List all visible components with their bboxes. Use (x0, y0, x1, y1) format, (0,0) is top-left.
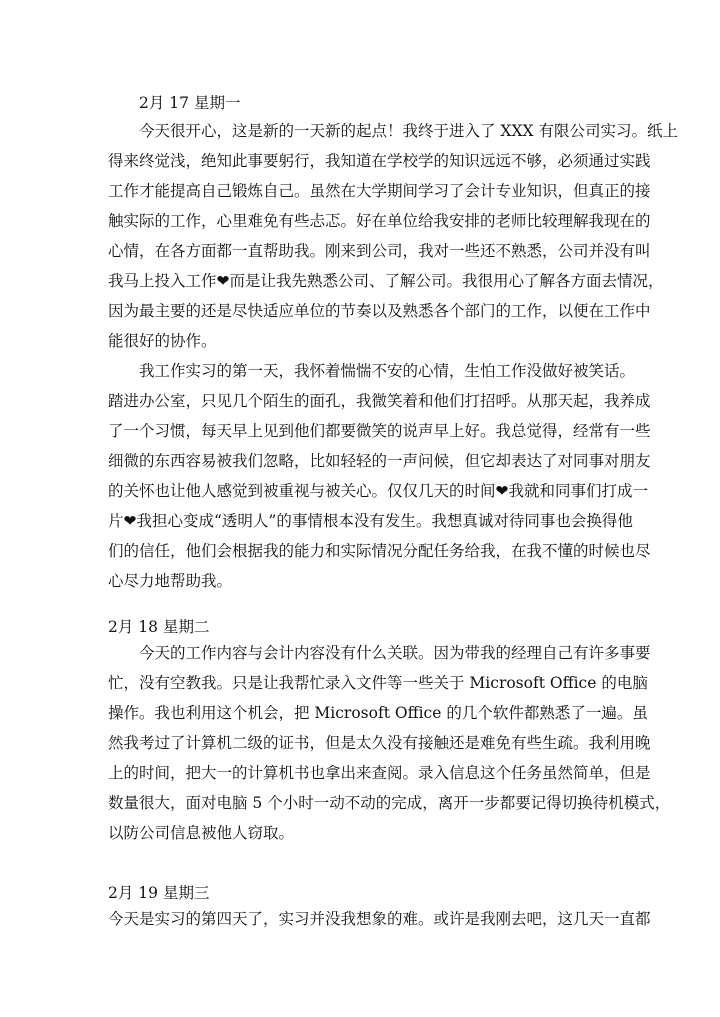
paragraph-line: 操作。我也利用这个机会，把 Microsoft Office 的几个软件都熟悉了一遍。虽 (108, 704, 648, 722)
paragraph-line: 然我考过了计算机二级的证书，但是太久没有接触还是难免有些生疏。我利用晚 (108, 734, 651, 752)
paragraph-line: 今天的工作内容与会计内容没有什么关联。因为带我的经理自己有许多事要 (139, 644, 651, 662)
paragraph-line: 因为最主要的还是尽快适应单位的节奏以及熟悉各个部门的工作，以便在工作中 (108, 302, 651, 320)
paragraph-line: 今天很开心，这是新的一天新的起点！我终于进入了 XXX 有限公司实习。纸上 (139, 122, 678, 140)
paragraph-line: 细微的东西容易被我们忽略，比如轻轻的一声问候，但它却表达了对同事对朋友 (108, 452, 651, 470)
paragraph-line: 得来终觉浅，绝知此事要躬行，我知道在学校学的知识远远不够，必须通过实践 (108, 152, 651, 170)
paragraph-line: 以防公司信息被他人窃取。 (108, 824, 295, 842)
paragraph-line: 我马上投入工作❤而是让我先熟悉公司、了解公司。我很用心了解各方面去情况， (108, 272, 664, 290)
paragraph-line: 忙，没有空教我。只是让我帮忙录入文件等一些关于 Microsoft Office 的电脑 (108, 674, 648, 692)
paragraph-line: 的关怀也让他人感觉到被重视与被关心。仅仅几天的时间❤我就和同事们打成一 (108, 482, 648, 500)
paragraph-line: 了一个习惯，每天早上见到他们都要微笑的说声早上好。我总觉得，经常有一些 (108, 422, 651, 440)
entry-heading: 2月 18 星期二 (108, 618, 210, 636)
entry-heading: 2月 19 星期三 (108, 884, 210, 902)
paragraph-line: 今天是实习的第四天了，实习并没我想象的难。或许是我刚去吧，这几天一直都 (108, 910, 651, 928)
paragraph-line: 心情，在各方面都一直帮助我。刚来到公司，我对一些还不熟悉，公司并没有叫 (108, 242, 651, 260)
paragraph-line: 们的信任，他们会根据我的能力和实际情况分配任务给我，在我不懂的时候也尽 (108, 542, 651, 560)
paragraph-line: 我工作实习的第一天，我怀着惴惴不安的心情，生怕工作没做好被笑话。 (139, 362, 636, 380)
paragraph-line: 上的时间，把大一的计算机书也拿出来查阅。录入信息这个任务虽然简单，但是 (108, 764, 651, 782)
paragraph-line: 触实际的工作，心里难免有些忐忑。好在单位给我安排的老师比较理解我现在的 (108, 212, 651, 230)
paragraph-line: 心尽力地帮助我。 (108, 572, 233, 590)
paragraph-line: 能很好的协作。 (108, 332, 217, 350)
paragraph-line: 片❤我担心变成“透明人”的事情根本没有发生。我想真诚对待同事也会换得他 (108, 512, 633, 530)
entry-heading: 2月 17 星期一 (139, 94, 241, 112)
paragraph-line: 工作才能提高自己锻炼自己。虽然在大学期间学习了会计专业知识，但真正的接 (108, 182, 651, 200)
paragraph-line: 数量很大，面对电脑 5 个小时一动不动的完成，离开一步都要记得切换待机模式， (108, 794, 671, 812)
paragraph-line: 踏进办公室，只见几个陌生的面孔，我微笑着和他们打招呼。从那天起，我养成 (108, 392, 651, 410)
